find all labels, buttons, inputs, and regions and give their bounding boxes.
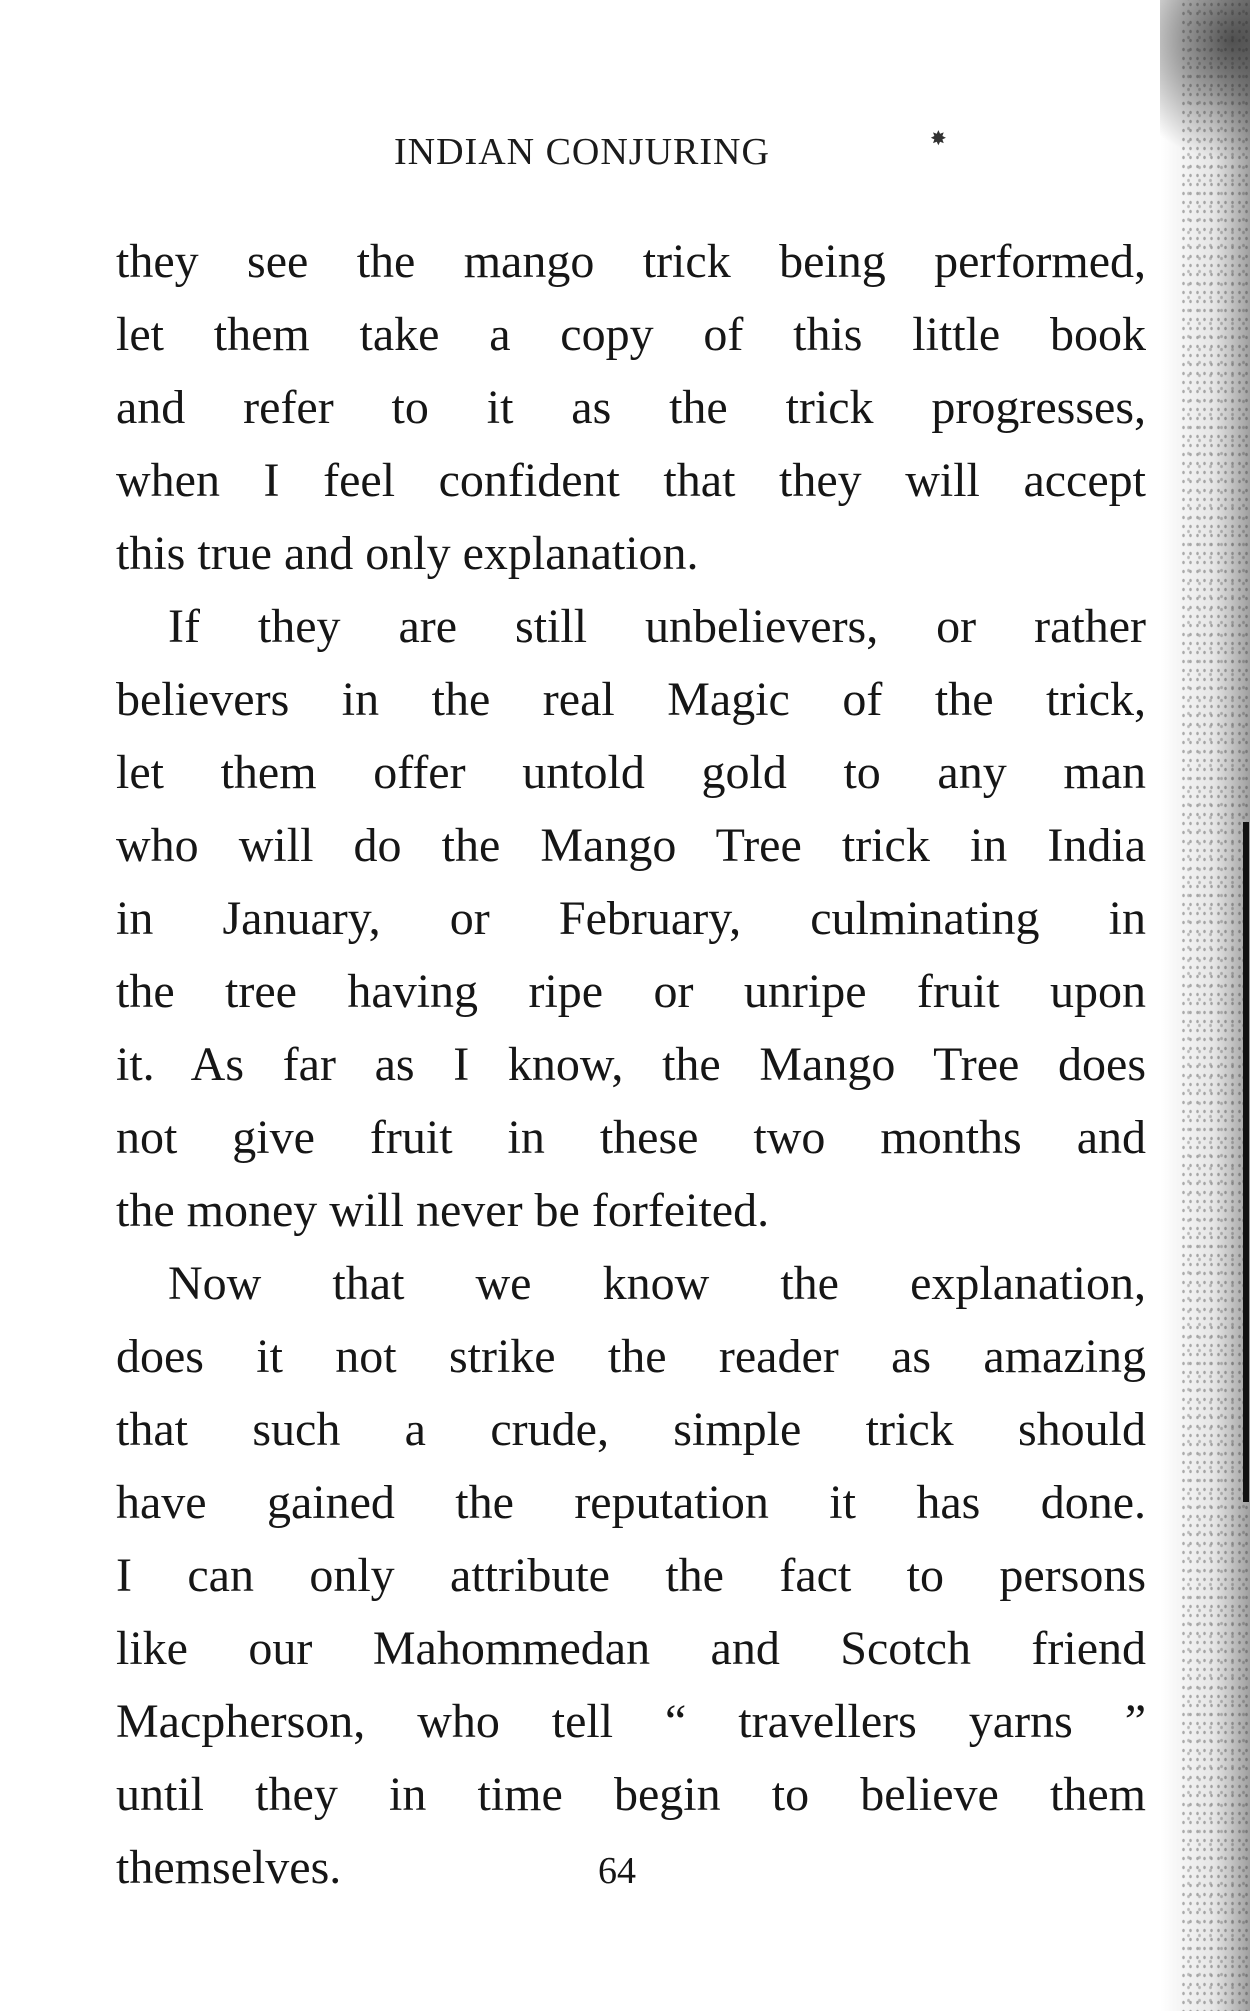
text-line: have gained the reputation it has done. [116, 1476, 1146, 1529]
text-line: this true and only explanation. [116, 527, 699, 580]
text-line: who will do the Mango Tree trick in India [116, 819, 1146, 872]
text-line: believers in the real Magic of the trick, [116, 673, 1146, 726]
text-line: it. As far as I know, the Mango Tree does [116, 1038, 1146, 1091]
text-line: If they are still unbelievers, or rather [168, 600, 1146, 653]
text-line: the tree having ripe or unripe fruit upon [116, 965, 1146, 1018]
text-line: and refer to it as the trick progresses, [116, 381, 1146, 434]
page-number: 64 [598, 1850, 636, 1892]
text-line: the money will never be forfeited. [116, 1184, 770, 1237]
text-line: not give fruit in these two months and [116, 1111, 1146, 1164]
text-line: in January, or February, culminating in [116, 892, 1146, 945]
text-line: Now that we know the explanation, [168, 1257, 1146, 1310]
body-text [116, 225, 1146, 1904]
text-line: Macpherson, who tell “ travellers yarns ” [116, 1695, 1146, 1748]
text-line: they see the mango trick being performed, [116, 235, 1146, 288]
text-line: when I feel confident that they will accept [116, 454, 1146, 507]
running-head [0, 130, 1250, 174]
text-line: that such a crude, simple trick should [116, 1403, 1146, 1456]
last-line-row [116, 1831, 1146, 1904]
running-head-text: INDIAN CONJURING [394, 131, 770, 173]
text-line: let them offer untold gold to any man [116, 746, 1146, 799]
page-edge-speckle [1180, 0, 1250, 2011]
text-line: let them take a copy of this little book [116, 308, 1146, 361]
text-line: until they in time begin to believe them [116, 1768, 1146, 1821]
text-line: like our Mahommedan and Scotch friend [116, 1622, 1146, 1675]
ink-dot-icon: ✸ [930, 128, 948, 150]
margin-rule [1243, 822, 1249, 1502]
text-line: I can only attribute the fact to persons [116, 1549, 1146, 1602]
text-line: themselves. [116, 1841, 342, 1894]
text-line: does it not strike the reader as amazing [116, 1330, 1146, 1383]
